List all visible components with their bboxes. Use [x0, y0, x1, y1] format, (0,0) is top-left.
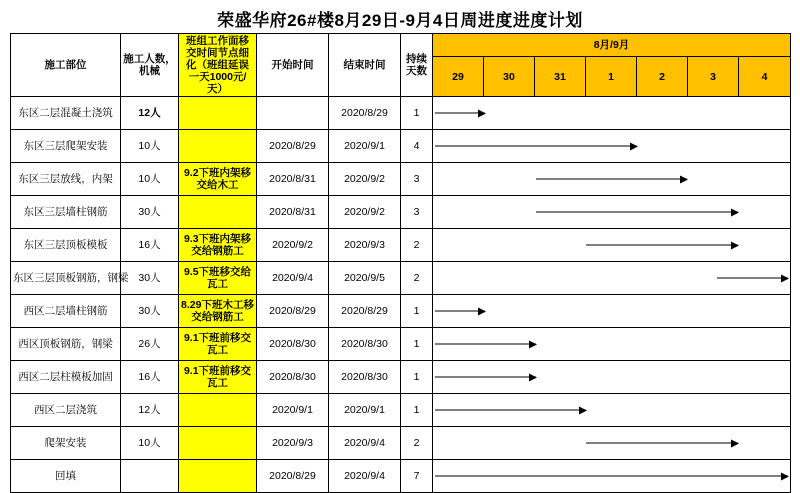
row-duration: 3: [401, 196, 433, 229]
row-note: 9.5下班移交给瓦工: [179, 262, 257, 295]
row-note: 8.29下班木工移交给钢筋工: [179, 295, 257, 328]
row-end-date: 2020/9/1: [329, 394, 401, 427]
row-task-name: 回填: [11, 460, 121, 493]
row-people-count: 10人: [121, 130, 179, 163]
row-end-date: 2020/8/29: [329, 295, 401, 328]
table-row: [11, 295, 791, 328]
row-start-date: 2020/8/29: [257, 130, 329, 163]
table-row: [11, 262, 791, 295]
schedule-table: [10, 33, 791, 493]
col-header-task: 施工部位: [11, 34, 121, 97]
row-note: [179, 97, 257, 130]
row-duration: 1: [401, 328, 433, 361]
gantt-bar-wrap: [435, 428, 788, 458]
row-end-date: 2020/8/29: [329, 97, 401, 130]
row-people-count: 30人: [121, 295, 179, 328]
gantt-bar: [435, 146, 637, 147]
row-note: [179, 427, 257, 460]
row-note: [179, 130, 257, 163]
gantt-bar-wrap: [435, 98, 788, 128]
table-row: [11, 427, 791, 460]
row-people-count: 30人: [121, 262, 179, 295]
row-people-count: 30人: [121, 196, 179, 229]
row-gantt-track: [433, 427, 791, 460]
row-start-date: 2020/8/29: [257, 295, 329, 328]
row-duration: 3: [401, 163, 433, 196]
row-task-name: 东区三层爬架安装: [11, 130, 121, 163]
row-end-date: 2020/9/2: [329, 163, 401, 196]
row-task-name: 东区三层放线，内架: [11, 163, 121, 196]
day-header-6: 4: [739, 57, 791, 97]
row-duration: 4: [401, 130, 433, 163]
gantt-bar: [435, 344, 536, 345]
row-duration: 1: [401, 97, 433, 130]
row-task-name: 东区三层墙柱钢筋: [11, 196, 121, 229]
row-end-date: 2020/9/5: [329, 262, 401, 295]
gantt-bar: [586, 443, 737, 444]
gantt-bar-wrap: [435, 362, 788, 392]
row-gantt-track: [433, 460, 791, 493]
table-row: [11, 394, 791, 427]
row-note: 9.1下班前移交瓦工: [179, 328, 257, 361]
page-title: 荣盛华府26#楼8月29日-9月4日周进度进度计划: [217, 11, 583, 30]
row-task-name: 西区二层墙柱钢筋: [11, 295, 121, 328]
row-start-date: 2020/9/4: [257, 262, 329, 295]
row-note: [179, 196, 257, 229]
row-gantt-track: [433, 97, 791, 130]
gantt-bar-wrap: [435, 395, 788, 425]
table-row: [11, 229, 791, 262]
col-header-end: 结束时间: [329, 34, 401, 97]
row-end-date: 2020/8/30: [329, 328, 401, 361]
row-start-date: 2020/9/2: [257, 229, 329, 262]
row-people-count: 26人: [121, 328, 179, 361]
gantt-bar-wrap: [435, 263, 788, 293]
gantt-bar: [435, 410, 586, 411]
day-header-2: 31: [535, 57, 586, 97]
gantt-bar-wrap: [435, 131, 788, 161]
row-end-date: 2020/8/30: [329, 361, 401, 394]
gantt-bar: [536, 179, 687, 180]
row-duration: 2: [401, 229, 433, 262]
gantt-bar: [536, 212, 738, 213]
row-gantt-track: [433, 163, 791, 196]
row-task-name: 爬架安装: [11, 427, 121, 460]
day-header-4: 2: [637, 57, 688, 97]
gantt-bar: [717, 278, 788, 279]
gantt-bar: [435, 311, 485, 312]
gantt-bar: [435, 113, 485, 114]
header-row-main: [11, 34, 791, 57]
row-note: 9.2下班内架移交给木工: [179, 163, 257, 196]
table-row: [11, 361, 791, 394]
gantt-bar-wrap: [435, 230, 788, 260]
col-header-duration: 持续天数: [401, 34, 433, 97]
day-header-1: 30: [484, 57, 535, 97]
row-note: 9.3下班内架移交给钢筋工: [179, 229, 257, 262]
row-duration: 1: [401, 394, 433, 427]
row-start-date: 2020/8/31: [257, 196, 329, 229]
gantt-bar: [586, 245, 737, 246]
table-body: [11, 97, 791, 493]
row-start-date: 2020/8/31: [257, 163, 329, 196]
table-header: [11, 34, 791, 97]
row-people-count: 12人: [121, 97, 179, 130]
row-start-date: 2020/8/29: [257, 460, 329, 493]
row-start-date: [257, 97, 329, 130]
row-note: [179, 394, 257, 427]
row-end-date: 2020/9/2: [329, 196, 401, 229]
row-duration: 2: [401, 262, 433, 295]
row-gantt-track: [433, 229, 791, 262]
row-end-date: 2020/9/1: [329, 130, 401, 163]
row-start-date: 2020/9/1: [257, 394, 329, 427]
row-task-name: 西区二层浇筑: [11, 394, 121, 427]
row-people-count: 10人: [121, 163, 179, 196]
gantt-bar-wrap: [435, 329, 788, 359]
row-end-date: 2020/9/4: [329, 427, 401, 460]
day-header-5: 3: [688, 57, 739, 97]
row-people-count: 16人: [121, 229, 179, 262]
gantt-bar: [435, 476, 788, 477]
row-end-date: 2020/9/3: [329, 229, 401, 262]
row-people-count: 16人: [121, 361, 179, 394]
col-header-people: 施工人数，机械: [121, 34, 179, 97]
row-task-name: 东区三层顶板模板: [11, 229, 121, 262]
row-duration: 1: [401, 361, 433, 394]
row-start-date: 2020/9/3: [257, 427, 329, 460]
col-header-start: 开始时间: [257, 34, 329, 97]
row-gantt-track: [433, 295, 791, 328]
row-task-name: 西区顶板钢筋，钢梁: [11, 328, 121, 361]
row-people-count: [121, 460, 179, 493]
table-row: [11, 97, 791, 130]
row-people-count: 12人: [121, 394, 179, 427]
row-end-date: 2020/9/4: [329, 460, 401, 493]
day-header-0: 29: [433, 57, 484, 97]
row-gantt-track: [433, 394, 791, 427]
table-row: [11, 328, 791, 361]
row-people-count: 10人: [121, 427, 179, 460]
row-gantt-track: [433, 361, 791, 394]
table-row: [11, 460, 791, 493]
row-gantt-track: [433, 262, 791, 295]
row-start-date: 2020/8/30: [257, 328, 329, 361]
row-start-date: 2020/8/30: [257, 361, 329, 394]
row-gantt-track: [433, 130, 791, 163]
gantt-bar-wrap: [435, 461, 788, 491]
row-duration: 7: [401, 460, 433, 493]
table-row: [11, 163, 791, 196]
row-note: 9.1下班前移交瓦工: [179, 361, 257, 394]
row-gantt-track: [433, 328, 791, 361]
gantt-bar-wrap: [435, 164, 788, 194]
gantt-bar-wrap: [435, 197, 788, 227]
row-duration: 2: [401, 427, 433, 460]
day-header-3: 1: [586, 57, 637, 97]
row-task-name: 东区三层顶板钢筋，钢梁: [11, 262, 121, 295]
row-gantt-track: [433, 196, 791, 229]
row-duration: 1: [401, 295, 433, 328]
row-task-name: 西区二层柱模板加固: [11, 361, 121, 394]
row-task-name: 东区二层混凝土浇筑: [11, 97, 121, 130]
gantt-bar-wrap: [435, 296, 788, 326]
col-header-note: 班组工作面移交时间节点细化（班组延误一天1000元/ 天）: [179, 34, 257, 97]
gantt-bar: [435, 377, 536, 378]
table-row: [11, 196, 791, 229]
table-row: [11, 130, 791, 163]
row-note: [179, 460, 257, 493]
col-header-timeline: 8月/9月: [433, 34, 791, 57]
